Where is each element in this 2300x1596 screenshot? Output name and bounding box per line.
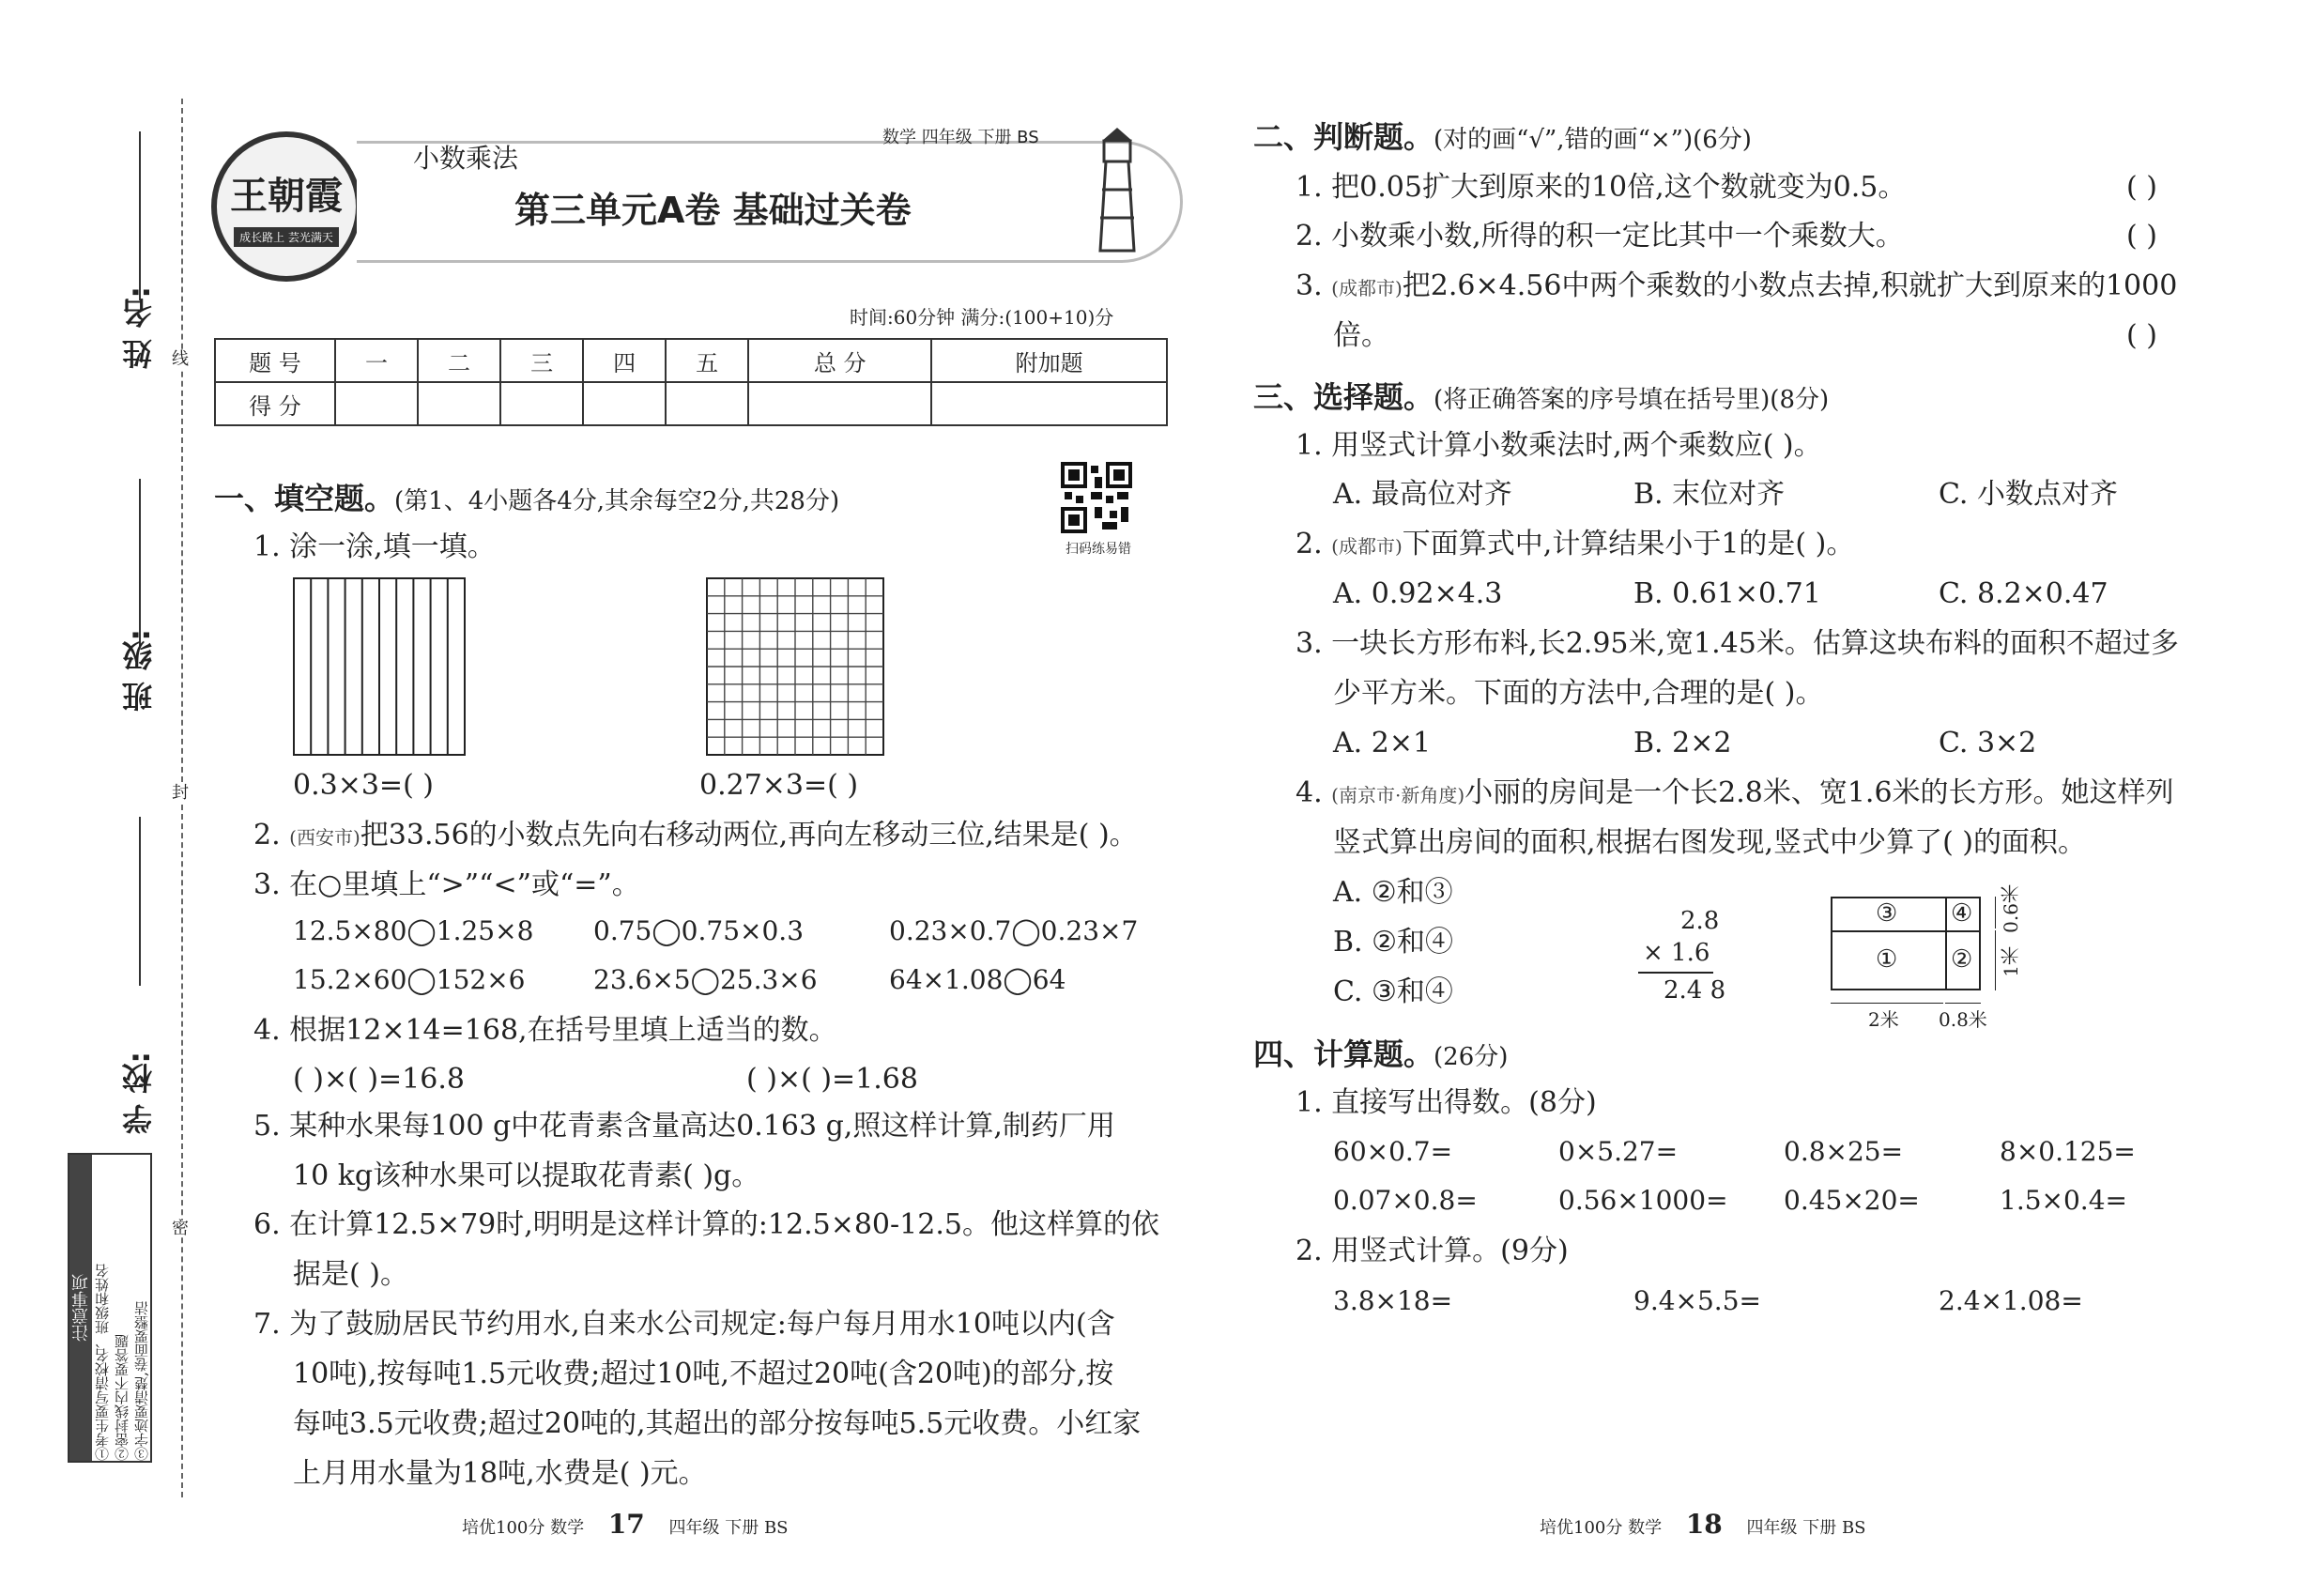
p1-q1: 1. 涂一涂,填一填。 — [253, 530, 496, 563]
p3-q1-option-b[interactable]: B. 末位对齐 — [1633, 478, 1786, 511]
dim-1m: 1米 — [2000, 946, 2022, 977]
notice-title: 注意事项 — [69, 1155, 92, 1461]
score-header-cell: 一 — [335, 339, 418, 382]
part1-heading — [214, 483, 839, 514]
p1-q7-line1: 7. 为了鼓励居民节约用水,自来水公司规定:每户每月用水10吨以内(含 — [253, 1308, 1115, 1341]
brand-logo — [211, 131, 361, 282]
vertical-calc-line: 2.8 — [1680, 907, 1720, 935]
p1-q6-line2: 据是( )。 — [293, 1258, 408, 1291]
part4-title: 四、计算题。 — [1253, 1036, 1434, 1072]
footer-right-post: 四年级 下册 BS — [1746, 1518, 1866, 1538]
notice-item: ③字迹要清楚,卷面要整洁 — [133, 1301, 150, 1461]
p1-q2 — [253, 821, 1138, 850]
p3-q1-option-a[interactable]: A. 最高位对齐 — [1333, 478, 1512, 511]
score-row-label: 得 分 — [215, 382, 335, 425]
p3-q2-option-a[interactable]: A. 0.92×4.3 — [1333, 577, 1503, 610]
area-v-line — [1945, 898, 1947, 989]
area-cell-3: ③ — [1876, 899, 1898, 928]
score-header-cell: 附加题 — [931, 339, 1167, 382]
p4-q1-item[interactable]: 0.07×0.8= — [1333, 1185, 1478, 1216]
height-arrow-06m — [1995, 897, 1996, 928]
strips-figure[interactable] — [293, 577, 466, 756]
p3-q1-option-c[interactable]: C. 小数点对齐 — [1939, 478, 2118, 511]
footer-left-pre: 培优100分 数学 — [462, 1518, 585, 1538]
notice-item: ①考生要写清校名、班级和姓名 — [94, 1264, 111, 1461]
p3-q2-num: 2. — [1296, 528, 1332, 560]
area-cell-1: ① — [1876, 945, 1898, 974]
p3-q2 — [1296, 530, 1854, 559]
p3-q4-num: 4. — [1296, 776, 1332, 809]
name-line — [139, 131, 141, 300]
p1-q3-item: 0.75◯0.75×0.3 — [593, 915, 805, 946]
p4-q1-item[interactable]: 60×0.7= — [1333, 1136, 1453, 1167]
area-cell-2: ② — [1951, 945, 1973, 974]
p1-q7-line4: 上月用水量为18吨,水费是( )元。 — [293, 1457, 707, 1490]
grid-figure[interactable] — [706, 577, 884, 756]
brand-name: 王朝霞 — [230, 174, 343, 218]
score-header-cell: 四 — [583, 339, 666, 382]
part4-desc: (26分) — [1434, 1043, 1509, 1071]
p2-q2-answer[interactable]: ( ) — [2126, 220, 2157, 253]
score-cell[interactable] — [500, 382, 583, 425]
p1-q3-item: 0.23×0.7◯0.23×7 — [889, 915, 1139, 946]
part1-desc: (第1、4小题各4分,其余每空2分,共28分) — [394, 487, 840, 515]
p3-q4-option-a[interactable]: A. ②和③ — [1333, 876, 1453, 909]
cut-label-seal: 封 — [172, 783, 189, 803]
page-number-17: 17 — [607, 1509, 645, 1540]
p3-q4-source: (南京市·新角度) — [1331, 784, 1465, 806]
dim-06m: 0.6米 — [2000, 884, 2022, 933]
score-row — [215, 382, 1167, 425]
area-h-line — [1832, 930, 1979, 932]
school-line — [139, 817, 141, 986]
p4-q1-item[interactable]: 8×0.125= — [2000, 1136, 2136, 1167]
height-arrow-1m — [1995, 930, 1996, 990]
score-header-cell: 总 分 — [748, 339, 931, 382]
p1-q4-b: ( )×( )=1.68 — [746, 1063, 918, 1096]
footer-left-post: 四年级 下册 BS — [668, 1518, 789, 1538]
p3-q3-line1: 3. 一块长方形布料,长2.95米,宽1.45米。估算这块布料的面积不超过多 — [1296, 627, 2179, 660]
p1-q1-b: 0.27×3=( ) — [699, 769, 859, 802]
p3-q2-option-c[interactable]: C. 8.2×0.47 — [1939, 577, 2108, 610]
p4-q2: 2. 用竖式计算。(9分) — [1296, 1235, 1569, 1267]
score-cell[interactable] — [418, 382, 500, 425]
footer-left — [462, 1509, 789, 1540]
p3-q3-option-c[interactable]: C. 3×2 — [1939, 727, 2037, 760]
part2-desc: (对的画“√”,错的画“×”)(6分) — [1434, 126, 1752, 154]
p4-q1-item[interactable]: 0.56×1000= — [1558, 1185, 1728, 1216]
p1-q5-line1: 5. 某种水果每100 g中花青素含量高达0.163 g,照这样计算,制药厂用 — [253, 1110, 1115, 1143]
p1-q4-a: ( )×( )=16.8 — [293, 1063, 465, 1096]
part2-heading — [1253, 119, 1752, 155]
lighthouse-icon — [1080, 124, 1155, 255]
score-cell[interactable] — [335, 382, 418, 425]
p3-q2-option-b[interactable]: B. 0.61×0.71 — [1633, 577, 1821, 610]
p2-q3 — [1296, 269, 2178, 302]
p3-q4-text: 小丽的房间是一个长2.8米、宽1.6米的长方形。她这样列 — [1464, 776, 2174, 809]
score-cell[interactable] — [931, 382, 1167, 425]
p4-q2-item[interactable]: 2.4×1.08= — [1939, 1285, 2083, 1316]
p3-q3-line2: 少平方米。下面的方法中,合理的是( )。 — [1333, 677, 1824, 710]
cut-label-dense: 密 — [172, 1219, 189, 1238]
notice-box — [68, 1153, 152, 1463]
area-cell-4: ④ — [1951, 899, 1973, 928]
p4-q1-item[interactable]: 0.8×25= — [1784, 1136, 1904, 1167]
p3-q3-option-b[interactable]: B. 2×2 — [1633, 727, 1732, 760]
p2-q2: 2. 小数乘小数,所得的积一定比其中一个乘数大。 — [1296, 220, 1904, 253]
score-cell[interactable] — [748, 382, 931, 425]
footer-right-pre: 培优100分 数学 — [1540, 1518, 1663, 1538]
score-header-row — [215, 339, 1167, 382]
dim-2m: 2米 — [1868, 1008, 1899, 1031]
p1-q5-line2: 10 kg该种水果可以提取花青素( )g。 — [293, 1159, 760, 1192]
p3-q2-source: (成都市) — [1331, 535, 1403, 558]
p1-q3: 3. 在○里填上“>”“<”或“=”。 — [253, 868, 640, 901]
part3-desc: (将正确答案的序号填在括号里)(8分) — [1434, 386, 1830, 414]
p1-q2-source: (西安市) — [289, 826, 360, 849]
p2-q1: 1. 把0.05扩大到原来的10倍,这个数就变为0.5。 — [1296, 171, 1907, 204]
p1-q4: 4. 根据12×14=168,在括号里填上适当的数。 — [253, 1014, 837, 1047]
class-line — [139, 479, 141, 648]
p2-q3-answer[interactable]: ( ) — [2126, 319, 2157, 352]
area-figure — [1831, 897, 1981, 990]
part4-heading — [1253, 1036, 1509, 1072]
p4-q1-item[interactable]: 0.45×20= — [1784, 1185, 1920, 1216]
p3-q2-text: 下面算式中,计算结果小于1的是( )。 — [1402, 528, 1855, 560]
p1-q3-item: 64×1.08◯64 — [889, 964, 1066, 995]
footer-right — [1540, 1509, 1866, 1540]
p2-q3-text: 把2.6×4.56中两个乘数的小数点去掉,积就扩大到原来的1000 — [1402, 269, 2178, 302]
p1-q3-item: 12.5×80◯1.25×8 — [293, 915, 534, 946]
score-table — [214, 338, 1168, 426]
score-header-cell: 三 — [500, 339, 583, 382]
p3-q3-option-a[interactable]: A. 2×1 — [1333, 727, 1432, 760]
p1-q3-item: 15.2×60◯152×6 — [293, 964, 526, 995]
p3-q4 — [1296, 776, 2174, 809]
p1-q3-item: 23.6×5◯25.3×6 — [593, 964, 818, 995]
part2-title: 二、判断题。 — [1253, 119, 1434, 155]
p1-q6-line1: 6. 在计算12.5×79时,明明是这样计算的:12.5×80-12.5。他这样算的依 — [253, 1208, 1159, 1241]
p3-q4-option-c[interactable]: C. ③和④ — [1333, 975, 1453, 1008]
p3-q4-line2: 竖式算出房间的面积,根据右图发现,竖式中少算了( )的面积。 — [1333, 826, 2087, 859]
width-arrow-08m — [1945, 1003, 1981, 1004]
p1-q1-a: 0.3×3=( ) — [293, 769, 435, 802]
p4-q2-item[interactable]: 3.8×18= — [1333, 1285, 1453, 1316]
p4-q2-item[interactable]: 9.4×5.5= — [1633, 1285, 1761, 1316]
qr-code-icon[interactable] — [1061, 462, 1132, 533]
p4-q1-item[interactable]: 1.5×0.4= — [2000, 1185, 2127, 1216]
brand-slogan: 成长路上 芸光满天 — [234, 227, 339, 247]
p4-q1: 1. 直接写出得数。(8分) — [1296, 1086, 1597, 1119]
header-meta: 数学 四年级 下册 BS — [882, 128, 1039, 147]
class-label: 班 级: — [121, 629, 157, 712]
p2-q3-line2: 倍。 — [1333, 319, 1389, 352]
topic-label: 小数乘法 — [413, 143, 519, 174]
part3-title: 三、选择题。 — [1253, 379, 1434, 415]
name-label: 姓 名: — [121, 286, 157, 369]
score-header-cell: 五 — [666, 339, 748, 382]
score-header-cell: 二 — [418, 339, 500, 382]
qr-caption: 扫码练易错 — [1066, 542, 1131, 557]
school-label: 学 校: — [121, 1051, 157, 1134]
notice-item: ②密封线内不要答题 — [114, 1334, 130, 1461]
page-title: 第三单元A卷 基础过关卷 — [514, 190, 912, 231]
part3-heading — [1253, 379, 1830, 415]
vertical-calc-line: 2.4 8 — [1664, 976, 1726, 1005]
p2-q3-num: 3. — [1296, 269, 1332, 302]
cut-label-line: 线 — [172, 349, 189, 369]
p4-q1-item[interactable]: 0×5.27= — [1558, 1136, 1679, 1167]
dim-08m: 0.8米 — [1939, 1008, 1987, 1031]
p3-q1: 1. 用竖式计算小数乘法时,两个乘数应( )。 — [1296, 429, 1822, 462]
p2-q1-answer[interactable]: ( ) — [2126, 171, 2157, 204]
part1-title: 一、填空题。 — [214, 481, 395, 516]
time-score: 时间:60分钟 满分:(100+10)分 — [850, 306, 1114, 329]
p1-q2-num: 2. — [253, 819, 290, 852]
p1-q7-line2: 10吨),按每吨1.5元收费;超过10吨,不超过20吨(含20吨)的部分,按 — [293, 1358, 1114, 1390]
page-number-18: 18 — [1685, 1509, 1723, 1540]
p1-q2-text: 把33.56的小数点先向右移动两位,再向左移动三位,结果是( )。 — [360, 819, 1138, 852]
vertical-calc-rule — [1638, 972, 1713, 974]
vertical-calc-line: × 1.6 — [1643, 939, 1710, 967]
score-cell[interactable] — [583, 382, 666, 425]
p1-q7-line3: 每吨3.5元收费;超过20吨的,其超出的部分按每吨5.5元收费。小红家 — [293, 1407, 1142, 1440]
score-header-cell: 题 号 — [215, 339, 335, 382]
width-arrow-2m — [1831, 1003, 1943, 1004]
p3-q4-option-b[interactable]: B. ②和④ — [1333, 926, 1454, 959]
p2-q3-source: (成都市) — [1331, 277, 1403, 299]
score-cell[interactable] — [666, 382, 748, 425]
